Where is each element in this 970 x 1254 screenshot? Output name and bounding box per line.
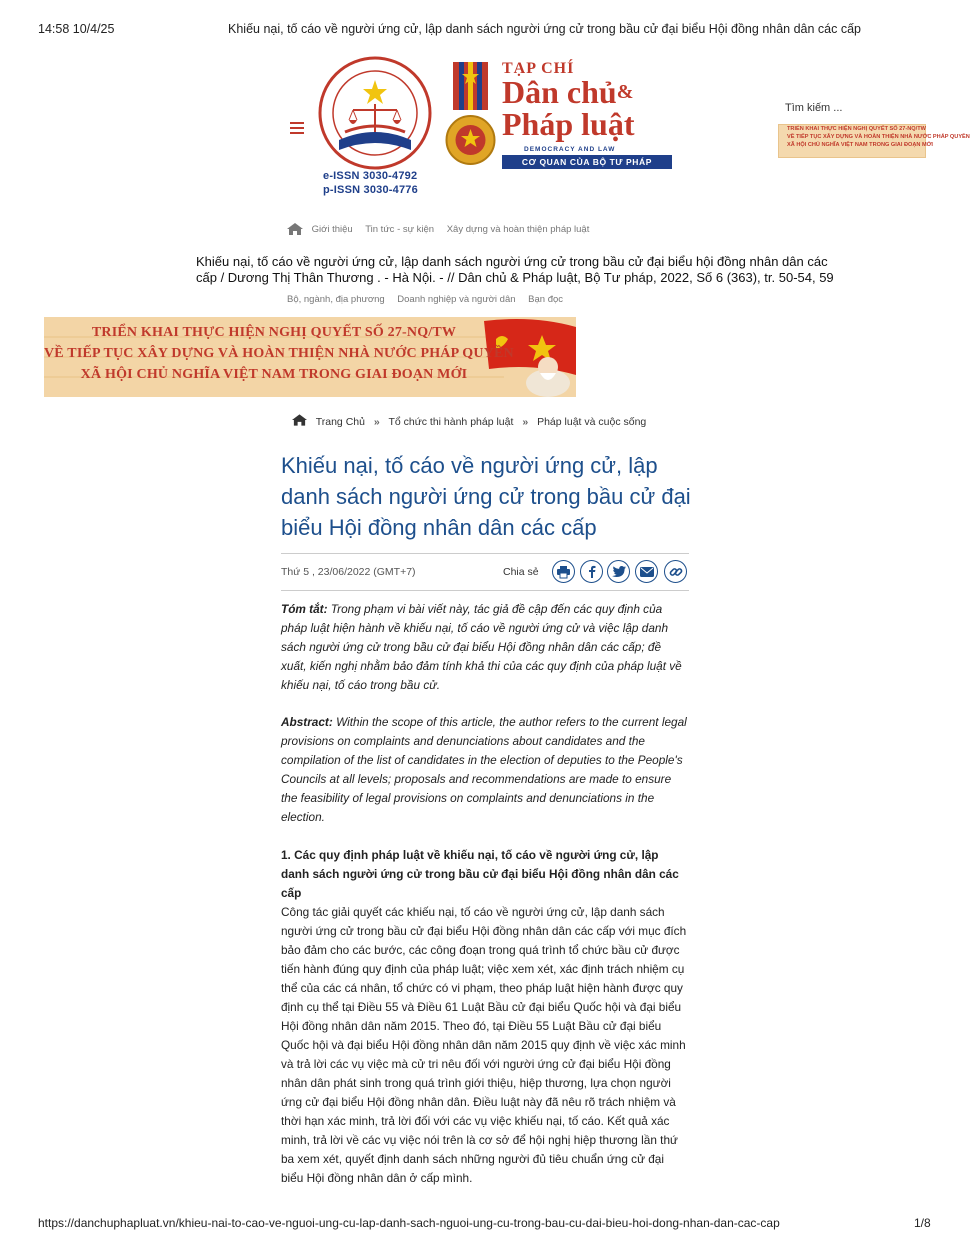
nav-item-bo-nganh[interactable]: Bộ, ngành, địa phương [287, 294, 385, 305]
article-summary: Tóm tắt: Trong phạm vi bài viết này, tác giả đề cập đến các quy định của pháp luật hiện hành về khiếu nại, tố cáo về người ứng cử và việc lập danh sách người ứng cử trong bầu cử đại biểu Hội đồng nhân dân các cấp; đề xuất, kiến nghị nhằm bảo đảm tính khả thi của các quy định của pháp luật về khiếu nại, tố cáo trong bầu cử. [281, 602, 682, 692]
print-button[interactable] [552, 560, 575, 583]
abstract-label: Abstract: [281, 715, 333, 729]
article-body-paragraph: Công tác giải quyết các khiếu nại, tố cáo về người ứng cử, lập danh sách người ứng cử trong bầu cử đại biểu Hội đồng nhân dân các cấp với mục đích bảo đảm cho các bước, các công đoạn trong quá trình tổ chức bầu cử được tiến hành đúng quy định của pháp luật; việc xem xét, xác định trách nhiệm cụ thể của các cá nhân, tổ chức có vi phạm, theo pháp luật hiện hành được quy định cụ thể tại Điều 55 và Điều 61 Luật Bầu cử đại biểu Quốc hội và đại biểu Hội đồng nhân dân năm 2015. Theo đó, tại Điều 55 Luật Bầu cử đại biểu Quốc hội và đại biểu Hội đồng nhân dân năm 2015 quy định về việc xác minh và trả lời các vụ việc mà cử tri nêu đối với người ứng cử đại biểu Hội đồng nhân dân phát sinh trong quá trình giới thiệu, hiệp thương, lựa chọn người ứng cử đại biểu Hội đồng nhân dân. Điều luật này đã nêu rõ trách nhiệm và thời hạn xác minh, trả lời đối với các vụ việc khiếu nại, tố cáo. Kết quả xác minh, trả lời về các vụ việc nói trên là cơ sở để hội nghị hiệp thương lần thứ ba xem xét, quyết định danh sách những người đủ tiêu chuẩn ứng cử đại biểu Hội đồng nhân dân ở cấp mình. [281, 905, 687, 1185]
nav-item-doanh-nghiep[interactable]: Doanh nghiệp và người dân [397, 294, 516, 305]
publish-date: Thứ 5 , 23/06/2022 (GMT+7) [281, 566, 416, 578]
print-header [0, 22, 969, 42]
medal-icon [443, 62, 498, 172]
article-title: Khiếu nại, tố cáo về người ứng cử, lập danh sách người ứng cử trong bầu cử đại biểu Hội đồng nhân dân các cấp [281, 453, 691, 540]
mag-title-line2: Pháp luật [502, 106, 635, 142]
email-icon [640, 567, 654, 577]
printer-icon [557, 566, 570, 578]
divider [281, 553, 689, 554]
facebook-icon [588, 565, 596, 578]
breadcrumb-level2[interactable]: Pháp luật và cuộc sống [537, 416, 647, 428]
facebook-share-button[interactable] [580, 560, 603, 583]
side-promo-banner[interactable]: TRIỂN KHAI THỰC HIỆN NGHỊ QUYẾT SỐ 27-NQ/TW VỀ TIẾP TỤC XÂY DỰNG VÀ HOÀN THIỆN NHÀ NƯỚC PHÁP QUYỀN XÃ HỘI CHỦ NGHĨA VIỆT NAM TRONG GIAI ĐOẠN MỚI [778, 124, 926, 158]
breadcrumb-separator-icon: » [373, 416, 380, 428]
home-icon[interactable] [287, 223, 303, 235]
banner-line-2: VỀ TIẾP TỤC XÂY DỰNG VÀ HOÀN THIỆN NHÀ NƯỚC PHÁP QUYỀN [44, 346, 514, 361]
nav-item-gioi-thieu[interactable]: Giới thiệu [311, 223, 353, 235]
breadcrumb-level1[interactable]: Tổ chức thi hành pháp luật [388, 416, 514, 428]
banner-line-3: XÃ HỘI CHỦ NGHĨA VIỆT NAM TRONG GIAI ĐOẠN MỚI [80, 367, 468, 382]
summary-label: Tóm tắt: [281, 602, 328, 616]
mag-title-line1: Dân chủ& [502, 74, 634, 110]
share-label: Chia sẻ [503, 566, 539, 578]
link-icon [669, 565, 683, 579]
twitter-icon [612, 566, 626, 577]
breadcrumb-home[interactable]: Trang Chủ [315, 416, 365, 428]
home-icon[interactable] [292, 414, 307, 426]
section-heading: 1. Các quy định pháp luật về khiếu nại, tố cáo về người ứng cử, lập danh sách người ứng cử trong bầu cử đại biểu Hội đồng nhân dân các cấp [281, 848, 679, 900]
search-input[interactable]: Tìm kiếm ... [785, 102, 843, 114]
menu-icon[interactable] [290, 122, 304, 134]
banner-line-1: TRIỂN KHAI THỰC HIỆN NGHỊ QUYẾT SỐ 27-NQ/TW [91, 325, 457, 340]
breadcrumb [292, 414, 646, 428]
p-issn: p-ISSN 3030-4776 [323, 184, 418, 196]
print-page-number: 1/8 [914, 1216, 931, 1230]
citation-text: Khiếu nại, tố cáo về người ứng cử, lập danh sách người ứng cử trong bầu cử đại biểu hội đồng nhân dân các cấp / Dương Thị Thân Thương . - Hà Nội. - // Dân chủ & Pháp luật, Bộ Tư pháp, 2022, Số 6 (363), tr. 50-54, 59 [196, 254, 834, 285]
resolution-banner[interactable] [44, 317, 576, 397]
article-abstract: Abstract: Within the scope of this article, the author refers to the current legal provisions on complaints and denunciations about candidates and the compilation of the list of candidates in the election of deputies to the People's Councils at all levels; proposals and recommendations are made to ensure the feasibility of legal provisions on complaints and denunciations in the election. [281, 715, 687, 824]
magazine-brand[interactable] [502, 60, 672, 170]
nav-item-ban-doc[interactable]: Bạn đọc [528, 294, 564, 305]
mag-agency-bar: CƠ QUAN CỦA BỘ TƯ PHÁP [502, 155, 672, 169]
twitter-share-button[interactable] [607, 560, 630, 583]
main-nav-row1 [287, 223, 599, 235]
divider [281, 590, 689, 591]
mag-english-name: DEMOCRACY AND LAW [524, 146, 616, 153]
print-url: https://danchuphapluat.vn/khieu-nai-to-cao-ve-nguoi-ung-cu-lap-danh-sach-nguoi-ung-cu-trong-bau-cu-dai-bieu-hoi-dong-nhan-dan-cac-cap [38, 1216, 780, 1230]
mag-label-small: TẠP CHÍ [502, 60, 575, 77]
email-share-button[interactable] [635, 560, 658, 583]
nav-item-tin-tuc[interactable]: Tin tức - sự kiện [365, 223, 435, 235]
nav-item-xay-dung[interactable]: Xây dựng và hoàn thiện pháp luật [446, 223, 590, 235]
e-issn: e-ISSN 3030-4792 [323, 170, 418, 182]
breadcrumb-separator-icon: » [522, 416, 529, 428]
main-nav-row2 [287, 294, 573, 305]
copy-link-button[interactable] [664, 560, 687, 583]
print-timestamp: 14:58 10/4/25 [38, 22, 115, 36]
print-page-title: Khiếu nại, tố cáo về người ứng cử, lập danh sách người ứng cử trong bầu cử đại biểu Hội đồng nhân dân các cấp [228, 22, 862, 36]
